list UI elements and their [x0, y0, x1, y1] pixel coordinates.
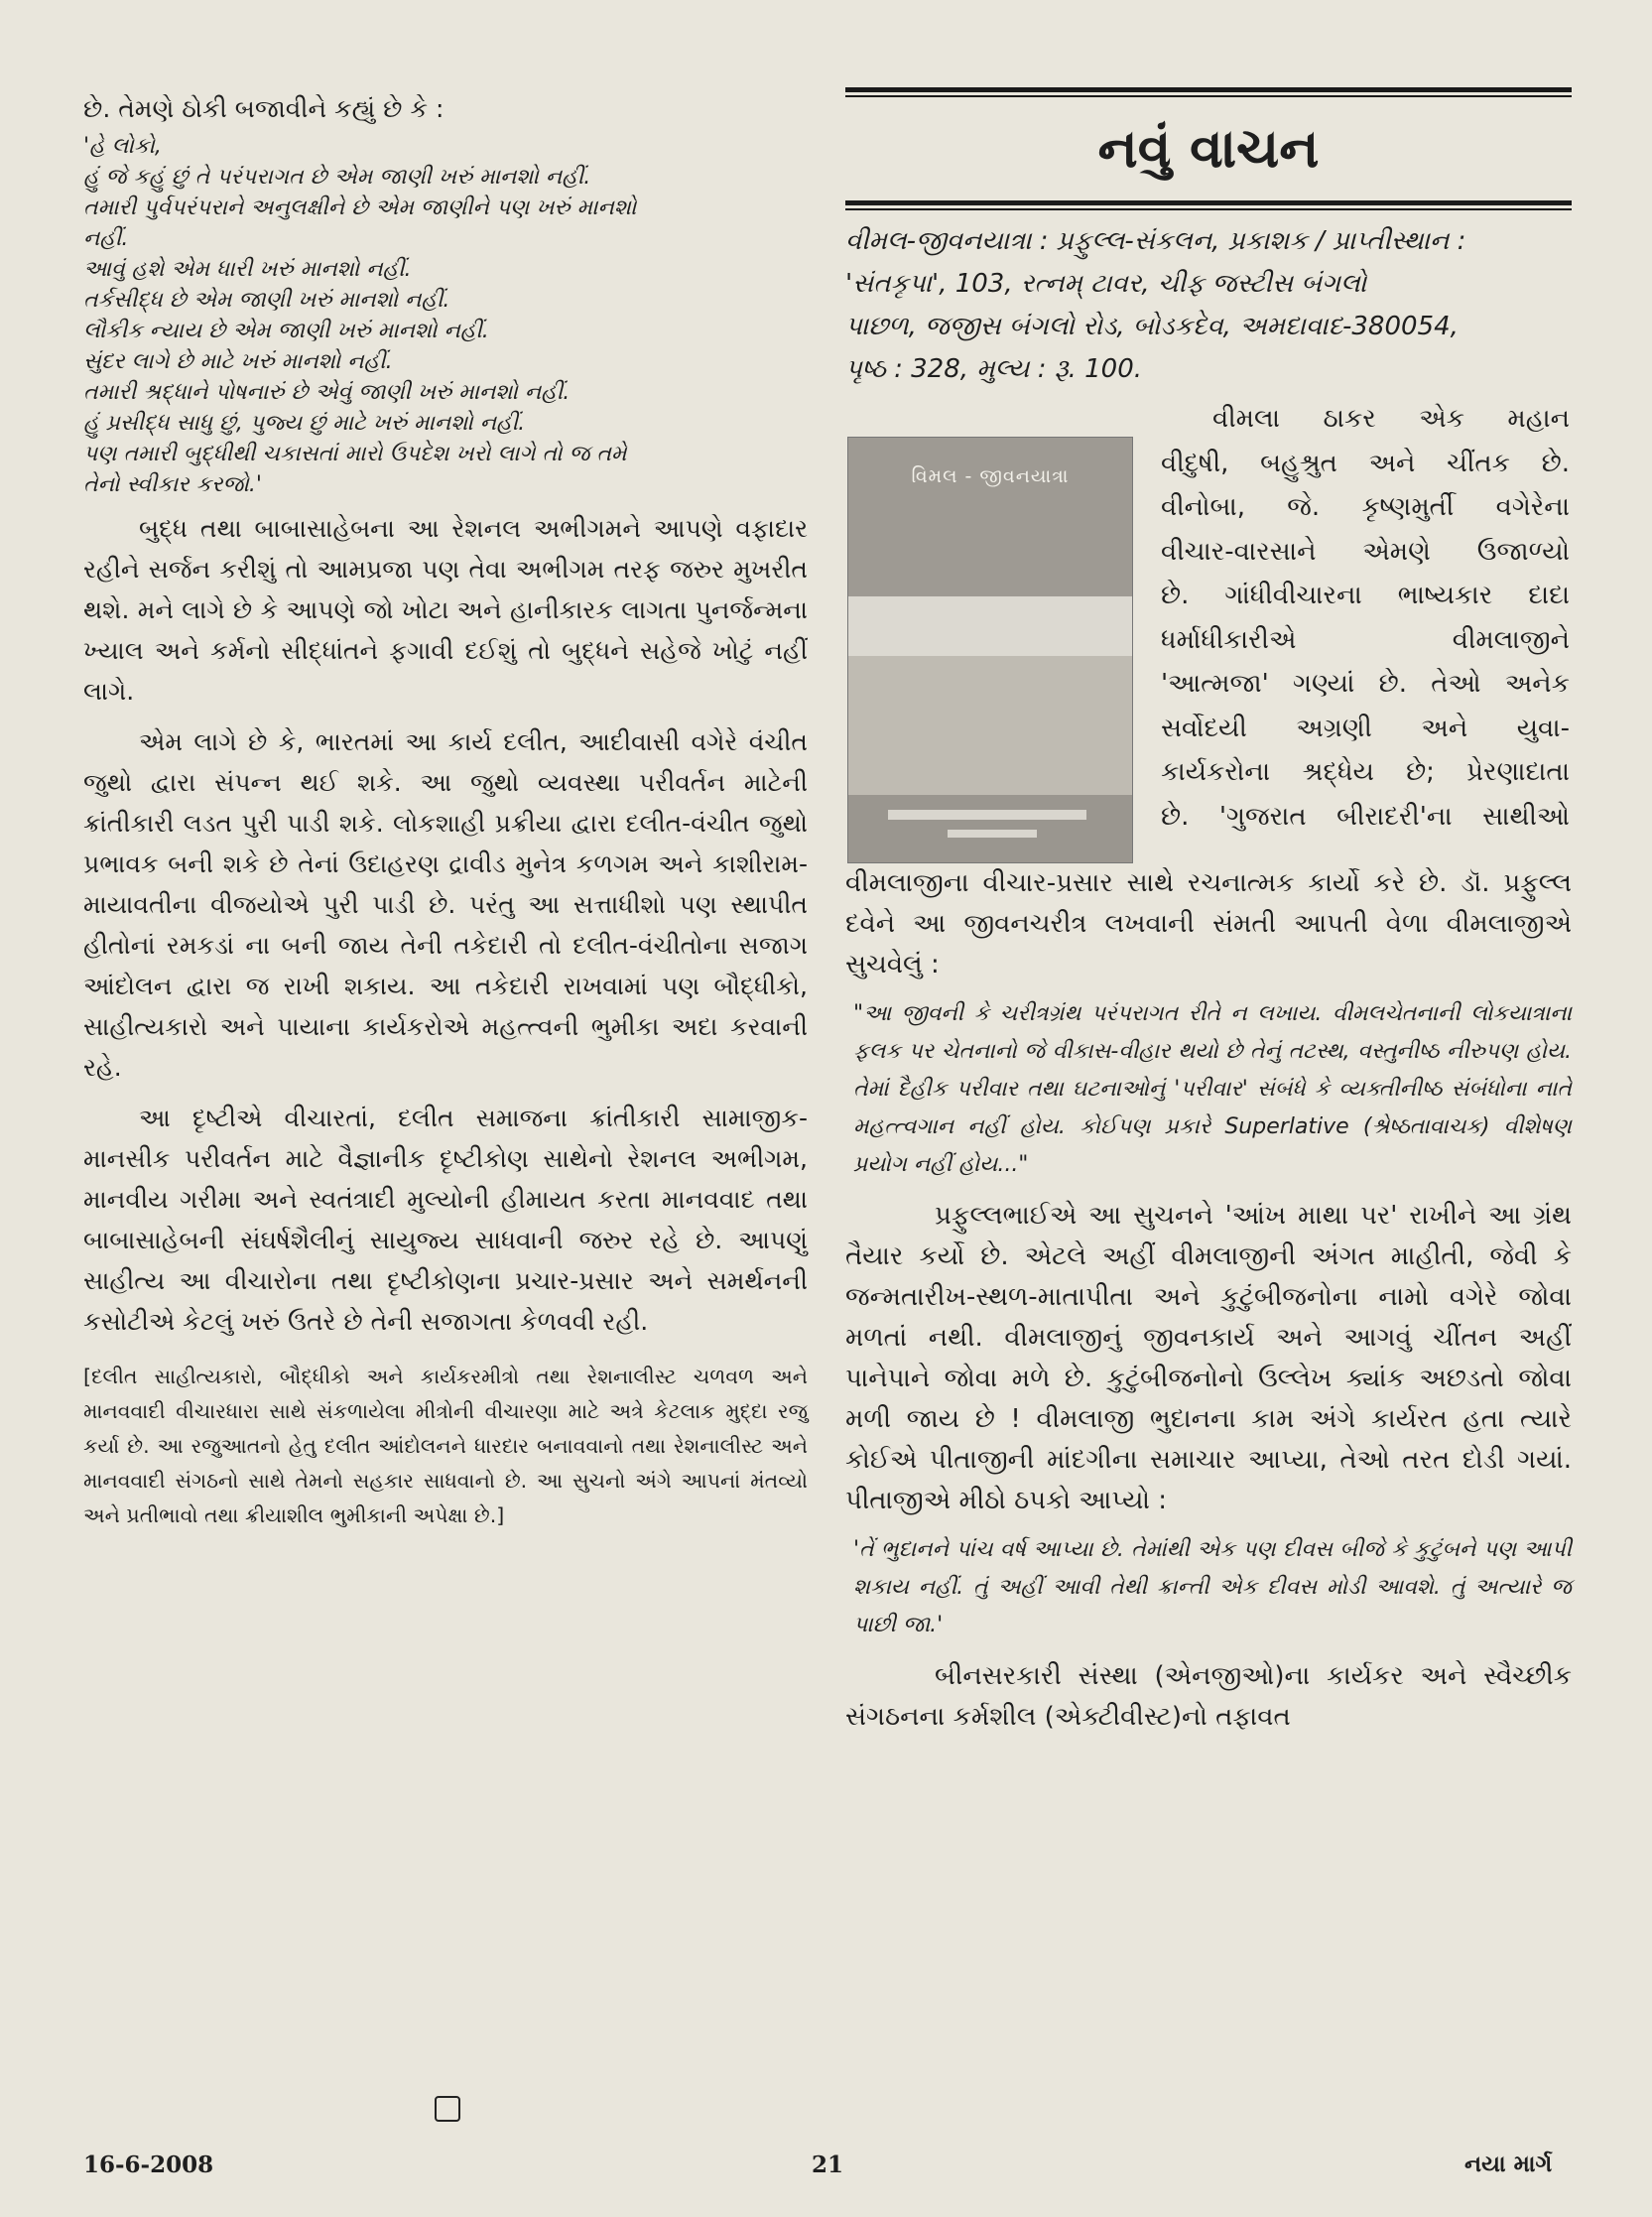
section-rule-bottom: [845, 200, 1572, 205]
section-rule-bottom-thin: [845, 208, 1572, 210]
quote-line: હું પ્રસીદ્ધ સાધુ છું, પુજ્ય છું માટે ખરું માનશો નહીં.: [83, 411, 526, 436]
editor-note: [દલીત સાહીત્યકારો, બૌદ્ધીકો અને કાર્યકરમીત્રો તથા રેશનાલીસ્ટ ચળવળ અને માનવવાદી વીચારધારા સાથે સંકળાયેલા મીત્રોની વીચારણા માટે અત્રે કેટલાક મુદ્દા રજુ કર્યા છે. આ રજુઆતનો હેતુ દલીત આંદોલનને ધારદાર બનાવવાનો તથા રેશનાલીસ્ટ અને માનવવાદી સંગઠનો સાથે તેમનો સહકાર સાધવાનો છે. આ સુચનો અંગે આપનાં મંતવ્યો અને પ્રતીભાવો તથા ક્રીયાશીલ ભુમીકાની અપેક્ષા છે.]: [83, 1365, 808, 1527]
cover-sky: [848, 596, 1132, 656]
review-line: કાર્યકરોના શ્રદ્ધેય છે; પ્રેરણાદાતા: [1161, 757, 1570, 787]
magazine-name: નયા માર્ગ: [1464, 2152, 1553, 2177]
cover-bottom-band: [848, 795, 1132, 862]
cover-credit-line: [948, 830, 1037, 838]
father-quote: 'તેં ભુદાનને પાંચ વર્ષ આપ્યા છે. તેમાંથી એક પણ દીવસ બીજે કે કુટુંબને પણ આપી શકાય નહીં. તું અહીં આવી તેથી ક્રાન્તી એક દીવસ મોડી આવશે. તું અત્યારે જ પાછી જા.': [853, 1537, 1572, 1637]
book-details-line: વીમલ-જીવનયાત્રા : પ્રફુલ્લ-સંકલન, પ્રકાશક / પ્રાપ્તીસ્થાન :: [845, 226, 1466, 256]
cover-title: વિમલ - જીવનયાત્રા: [911, 465, 1070, 487]
left-column: [83, 89, 808, 1533]
review-line: વીચાર-વારસાને એમણે ઉજાળ્યો: [1161, 536, 1570, 567]
quote-line: તર્કસીદ્ધ છે એમ જાણી ખરું માનશો નહીં.: [83, 288, 450, 313]
quote-line: પણ તમારી બુદ્ધીથી ચકાસતાં મારો ઉપદેશ ખરો લાગે તો જ તમે: [83, 442, 627, 466]
review-line: વીદુષી, બહુશ્રુત અને ચીંતક છે.: [1161, 448, 1570, 478]
buddha-quote: [83, 131, 808, 500]
cover-credit-line: [888, 810, 1086, 820]
review-line: છે. ગાંધીવીચારના ભાષ્યકાર દાદા: [1161, 581, 1570, 610]
vimla-quote: "આ જીવની કે ચરીત્રગ્રંથ પરંપરાગત રીતે ન લખાય. વીમલચેતનાની લોકયાત્રાના ફલક પર ચેતનાનો જે વીકાસ-વીહાર થયો છે તેનું તટસ્થ, વસ્તુનીષ્ઠ નીરુપણ હોય. તેમાં દૈહીક પરીવાર તથા ઘટનાઓનું 'પરીવાર' સંબંધે કે વ્યક્તીનીષ્ઠ સંબંધોના નાતે મહત્ત્વગાન નહીં હોય. કોઈપણ પ્રકારે Superlative (શ્રેષ્ઠતાવાચક) વીશેષણ પ્રયોગ નહીં હોય...": [853, 1001, 1572, 1177]
body-paragraph: એમ લાગે છે કે, ભારતમાં આ કાર્ય દલીત, આદીવાસી વગેરે વંચીત જુથો દ્વારા સંપન્ન થઈ શકે. આ જુથો વ્યવસ્થા પરીવર્તન માટેની ક્રાંતીકારી લડત પુરી પાડી શકે. લોકશાહી પ્રક્રીયા દ્વારા દલીત-વંચીત જુથો પ્રભાવક બની શકે છે તેનાં ઉદાહરણ દ્રાવીડ મુનેત્ર કળગમ અને કાશીરામ-માયાવતીના વીજયોએ પુરી પાડી છે. પરંતુ આ સત્તાધીશો પણ સ્થાપીત હીતોનાં રમકડાં ના બની જાય તેની તકેદારી તો દલીત-વંચીતોના સજાગ આંદોલન દ્વારા જ રાખી શકાય. આ તકેદારી રાખવામાં પણ બૌદ્ધીકો, સાહીત્યકારો અને પાયાના કાર્યકરોએ મહત્ત્વની ભુમીકા અદા કરવાની રહે.: [83, 727, 808, 1082]
book-review-intro: [845, 397, 1572, 863]
review-line: 'આત્મજા' ગણ્યાં છે. તેઓ અનેક: [1161, 669, 1570, 699]
review-paragraph: પ્રફુલ્લભાઈએ આ સુચનને 'આંખ માથા પર' રાખીને આ ગ્રંથ તૈયાર કર્યો છે. એટલે અહીં વીમલાજીની અંગત માહીતી, જેવી કે જન્મતારીખ-સ્થળ-માતાપીતા અને કુટુંબીજનોના નામો વગેરે જોવા મળતાં નથી. વીમલાજીનું જીવનકાર્ય અને આગવું ચીંતન અહીં પાનેપાને જોવા મળે છે. કુટુંબીજનોનો ઉલ્લેખ ક્યાંક અછડતો જોવા મળી જાય છે ! વીમલાજી ભુદાનના કામ અંગે કાર્યરત હતા ત્યારે કોઈએ પીતાજીની માંદગીના સમાચાર આપ્યા, તેઓ તરત દોડી ગયાં. પીતાજીએ મીઠો ઠપકો આપ્યો :: [845, 1201, 1572, 1515]
quote-line: તમારી શ્રદ્ધાને પોષનારું છે એવું જાણી ખરું માનશો નહીં.: [83, 380, 571, 405]
quote-line: હું જે કહું છું તે પરંપરાગત છે એમ જાણી ખરું માનશો નહીં.: [83, 165, 591, 190]
section-rule-top: [845, 87, 1572, 92]
quote-line: નહીં.: [83, 226, 129, 251]
quote-line: 'હે લોકો,: [83, 134, 162, 159]
quote-line: તેનો સ્વીકાર કરજો.': [83, 472, 262, 497]
cover-landscape: [848, 656, 1132, 795]
end-of-article-mark: [435, 2096, 460, 2122]
review-paragraph: વીમલાજીના વીચાર-પ્રસાર સાથે રચનાત્મક કાર્યો કરે છે. ડૉ. પ્રફુલ્લ દવેને આ જીવનચરીત્ર લખવાની સંમતી આપતી વેળા વીમલાજીએ સુચવેલું :: [845, 868, 1572, 979]
body-paragraph: બુદ્ધ તથા બાબાસાહેબના આ રેશનલ અભીગમને આપણે વફાદાર રહીને સર્જન કરીશું તો આમપ્રજા પણ તેવા અભીગમ તરફ જરુર મુખરીત થશે. મને લાગે છે કે આપણે જો ખોટા અને હાનીકારક લાગતા પુનર્જન્મના ખ્યાલ અને કર્મનો સીદ્ધાંતને ફગાવી દઈશું તો બુદ્ધને સહેજે ખોટું નહીં લાગે.: [83, 514, 808, 706]
intro-line: છે. તેમણે ઠોકી બજાવીને કહ્યું છે કે :: [83, 94, 445, 123]
review-opening: [1161, 397, 1570, 839]
book-cover-image: [847, 437, 1133, 863]
issue-date: 16-6-2008: [83, 2152, 214, 2178]
review-line: સર્વોદયી અગ્રણી અને યુવા-: [1161, 713, 1570, 743]
page-number: 21: [812, 2152, 844, 2178]
review-line: વીનોબા, જે. કૃષ્ણમુર્તી વગેરેના: [1161, 492, 1570, 522]
book-details: [845, 220, 1572, 391]
book-details-line: 'સંતકૃપા', 103, રત્નમ્ ટાવર, ચીફ જસ્ટીસ બંગલો: [845, 269, 1367, 299]
review-line: ધર્માધીકારીએ વીમલાજીને: [1161, 624, 1570, 655]
review-line: વીમલા ઠાકર એક મહાન: [1212, 404, 1570, 434]
cover-top-band: [848, 438, 1132, 596]
quote-line: સુંદર લાગે છે માટે ખરું માનશો નહીં.: [83, 349, 393, 374]
right-column: [845, 87, 1572, 1738]
review-line: છે. 'ગુજરાત બીરાદરી'ના સાથીઓ: [1161, 801, 1570, 832]
book-details-line: પાછળ, જજીસ બંગલો રોડ, બોડકદેવ, અમદાવાદ-380054,: [845, 312, 1459, 341]
review-paragraph: બીનસરકારી સંસ્થા (એનજીઓ)ના કાર્યકર અને સ્વૈચ્છીક સંગઠનના કર્મશીલ (એક્ટીવીસ્ટ)નો તફાવત: [845, 1661, 1572, 1732]
quote-line: આવું હશે એમ ધારી ખરું માનશો નહીં.: [83, 257, 412, 282]
quote-line: લૌકીક ન્યાય છે એમ જાણી ખરું માનશો નહીં.: [83, 319, 489, 343]
book-details-line: પૃષ્ઠ : 328, મુલ્ય : રૂ. 100.: [845, 354, 1143, 384]
quote-line: તમારી પુર્વપરંપરાને અનુલક્ષીને છે એમ જાણીને પણ ખરું માનશો: [83, 196, 637, 220]
section-title: નવું વાચન: [1097, 117, 1320, 180]
body-paragraph: આ દૃષ્ટીએ વીચારતાં, દલીત સમાજના ક્રાંતીકારી સામાજીક-માનસીક પરીવર્તન માટે વૈજ્ઞાનીક દૃષ્ટીકોણ સાથેનો રેશનલ અભીગમ, માનવીય ગરીમા અને સ્વતંત્રાદી મુલ્યોની હીમાયત કરતા માનવવાદ તથા બાબાસાહેબની સંઘર્ષશૈલીનું સાયુજ્ય સાધવાની જરુર રહે છે. આપણું સાહીત્ય આ વીચારોના તથા દૃષ્ટીકોણના પ્રચાર-પ્રસાર અને સમર્થનની કસોટીએ કેટલું ખરું ઉતરે છે તેની સજાગતા કેળવવી રહી.: [83, 1104, 808, 1336]
